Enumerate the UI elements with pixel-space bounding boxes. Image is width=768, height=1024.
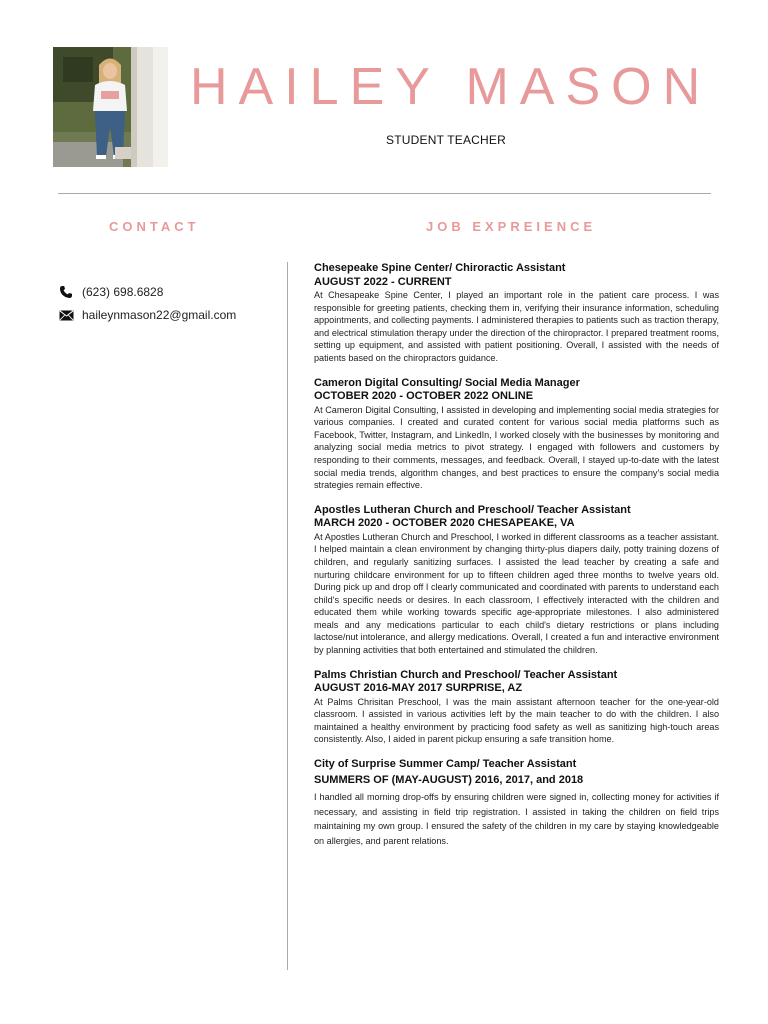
contact-email xyxy=(58,307,236,323)
phone-icon xyxy=(58,284,74,300)
job-date: AUGUST 2016-MAY 2017 SURPRISE, AZ xyxy=(314,682,523,695)
job-date: OCTOBER 2020 - OCTOBER 2022 ONLINE xyxy=(314,390,534,403)
job-list xyxy=(314,262,719,860)
job-title: Cameron Digital Consulting/ Social Media Manager xyxy=(314,376,580,389)
job-experience-heading: JOB EXPREIENCE xyxy=(426,219,597,234)
job-description: At Palms Chrisitan Preschool, I was the main assistant afternoon teacher for the one-year-old classroom. I assisted in various activities left by the main teacher to do with the children. I also maintained a healthy environment by practicing food safety as well as sanitizing high-touch areas consistently. Also, I aided in parent pickup ensuring a safe transition home. xyxy=(314,696,719,745)
envelope-icon xyxy=(58,307,74,323)
job-entry xyxy=(314,758,719,848)
job-entry xyxy=(314,669,719,746)
job-description: At Cameron Digital Consulting, I assisted in developing and implementing social media strategies for various companies. I created and curated content for various social media platforms such as Facebook, Twitter, Instagram, and LinkedIn, I worked closely with the businesses by monitoring and analyzing social media metrics to pivot strategy. I engaged with followers and customers by responding to their comments, messages, and feedback. Overall, I stayed up-to-date with the latest social media trends, algorithm changes, and best practices to ensure the company's social media strategies remain effective. xyxy=(314,404,719,491)
job-entry xyxy=(314,377,719,492)
job-title: Apostles Lutheran Church and Preschool/ Teacher Assistant xyxy=(314,503,631,516)
candidate-name: HAILEY MASON xyxy=(190,58,712,116)
profile-photo-image xyxy=(53,47,168,167)
job-date: AUGUST 2022 - CURRENT xyxy=(314,275,452,288)
job-date: MARCH 2020 - OCTOBER 2020 CHESAPEAKE, VA xyxy=(314,517,575,530)
job-date: SUMMERS OF (MAY-AUGUST) 2016, 2017, and 2018 xyxy=(314,773,584,786)
email-address: haileynmason22@gmail.com xyxy=(82,308,237,322)
job-description: At Apostles Lutheran Church and Preschool, I worked in different classrooms as a teacher assistant. I helped maintain a clean environment by changing thirty-plus diapers daily, potty training dozens of children, and regularly sanitizing surfaces. I assisted the lead teacher by creating a safe and nurturing childcare environment for up to fifteen children aged three months to twelve years old. During pick up and drop off I clearly communicated and coordinated with parents to understand each child's specific needs or desires. In each classroom, I effectively interacted with the children and educated them while working towards specific age-appropriate milestones. I also administered meals and any medications particular to each child's dietary restrictions or plans including lactose/nut intolerance, and allergy medications. Overall, I created a fun and interactive environment by planning activities that both entertained and stimulated the children. xyxy=(314,531,719,656)
phone-number: (623) 698.6828 xyxy=(82,285,164,299)
job-entry xyxy=(314,504,719,657)
job-title: Palms Christian Church and Preschool/ Teacher Assistant xyxy=(314,668,618,681)
column-divider xyxy=(287,262,288,970)
candidate-role: STUDENT TEACHER xyxy=(386,133,506,147)
header-divider xyxy=(58,193,711,194)
contact-heading: CONTACT xyxy=(109,219,200,234)
job-description: I handled all morning drop-offs by ensuring children were signed in, collecting money for activities if necessary, and assisting in field trip registration. I assisted in taking the children on field trips maintaining my own group. I ensured the safety of the children in my care by staying knowledgeable on allergies, and parent relations. xyxy=(314,792,719,846)
job-title: Chesepeake Spine Center/ Chiroractic Assistant xyxy=(314,262,566,274)
job-entry xyxy=(314,262,719,365)
contact-phone xyxy=(58,284,163,300)
job-description: At Chesapeake Spine Center, I played an important role in the patient care process. I was responsible for greeting patients, checking them in, verifying their insurance information, scheduling appointments, and collecting payments. I administered therapies to patients such as traction therapy, and electrical stimulation therapy under the direction of the chiropractor. I prepared treatment rooms, setting up equipment, and assisted with patient positioning. Overall, I assisted with the needs of patients based on the chiropractors guidance. xyxy=(314,290,719,363)
profile-photo xyxy=(53,47,168,167)
job-title: City of Surprise Summer Camp/ Teacher Assistant xyxy=(314,758,577,771)
